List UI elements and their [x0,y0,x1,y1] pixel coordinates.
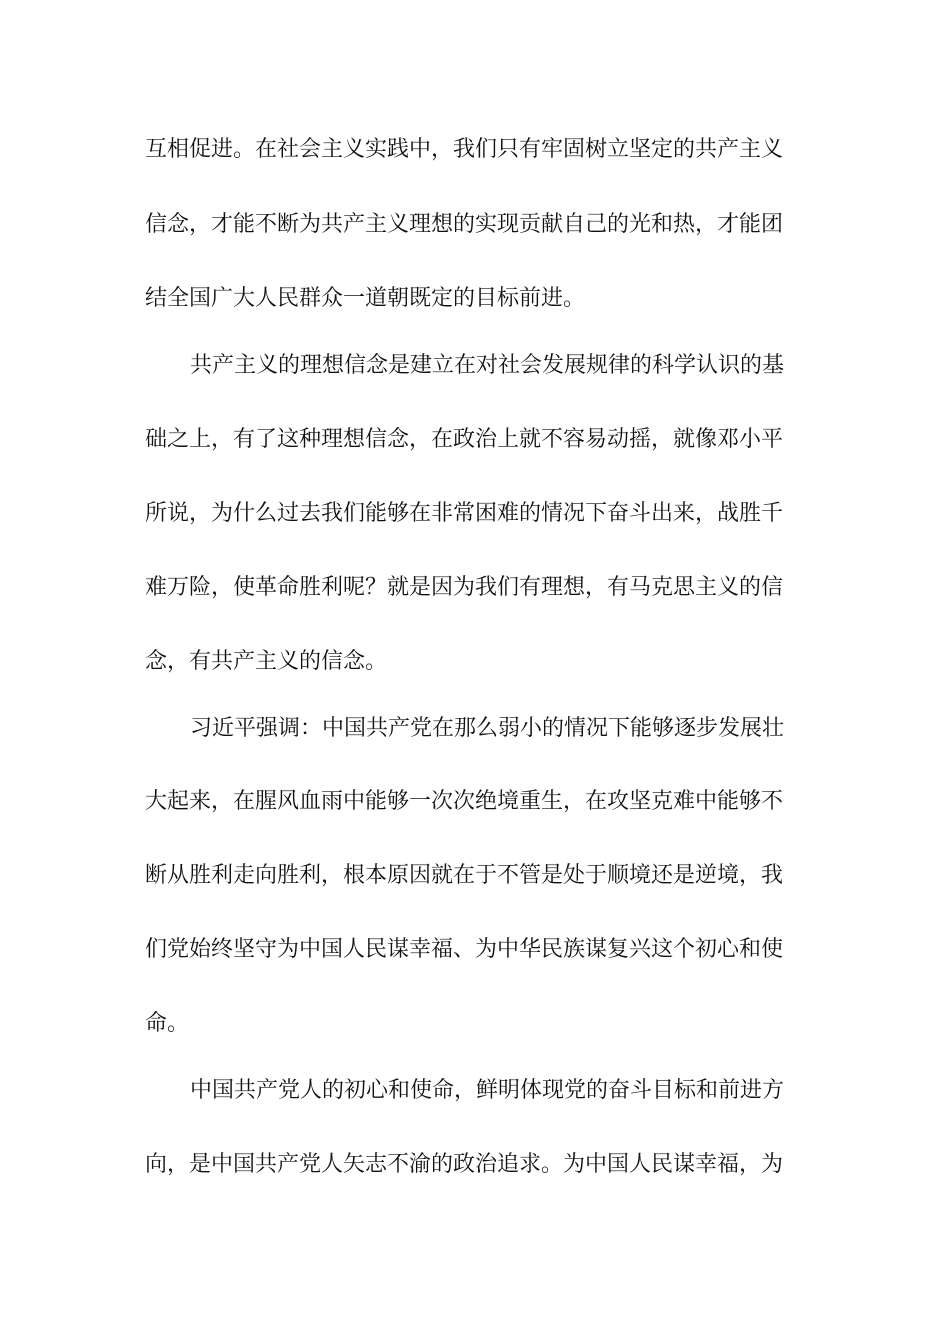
text-line: 结全国广大人民群众一道朝既定的目标前进。 [145,286,586,311]
paragraph-first-line: 中国共产党人的初心和使命，鲜明体现党的奋斗目标和前进方 [190,1078,785,1103]
text-line: 命。 [145,1011,190,1036]
text-line: 础之上，有了这种理想信念，在政治上就不容易动摇，就像邓小平 [145,427,784,452]
text-line: 难万险，使革命胜利呢？就是因为我们有理想，有马克思主义的信 [145,575,784,600]
paragraph-first-line: 共产主义的理想信念是建立在对社会发展规律的科学认识的基 [190,353,785,378]
paragraph-first-line: 习近平强调：中国共产党在那么弱小的情况下能够逐步发展壮 [190,716,785,741]
text-line: 信念，才能不断为共产主义理想的实现贡献自己的光和热，才能团 [145,212,784,237]
text-line: 们党始终坚守为中国人民谋幸福、为中华民族谋复兴这个初心和使 [145,937,784,962]
text-line: 互相促进。在社会主义实践中，我们只有牢固树立坚定的共产主义 [145,137,784,162]
text-line: 所说，为什么过去我们能够在非常困难的情况下奋斗出来，战胜千 [145,501,784,526]
text-line: 向，是中国共产党人矢志不渝的政治追求。为中国人民谋幸福，为 [145,1152,784,1177]
text-line: 大起来，在腥风血雨中能够一次次绝境重生，在攻坚克难中能够不 [145,789,784,814]
text-line: 念，有共产主义的信念。 [145,649,388,674]
text-line: 断从胜利走向胜利，根本原因就在于不管是处于顺境还是逆境，我 [145,863,784,888]
